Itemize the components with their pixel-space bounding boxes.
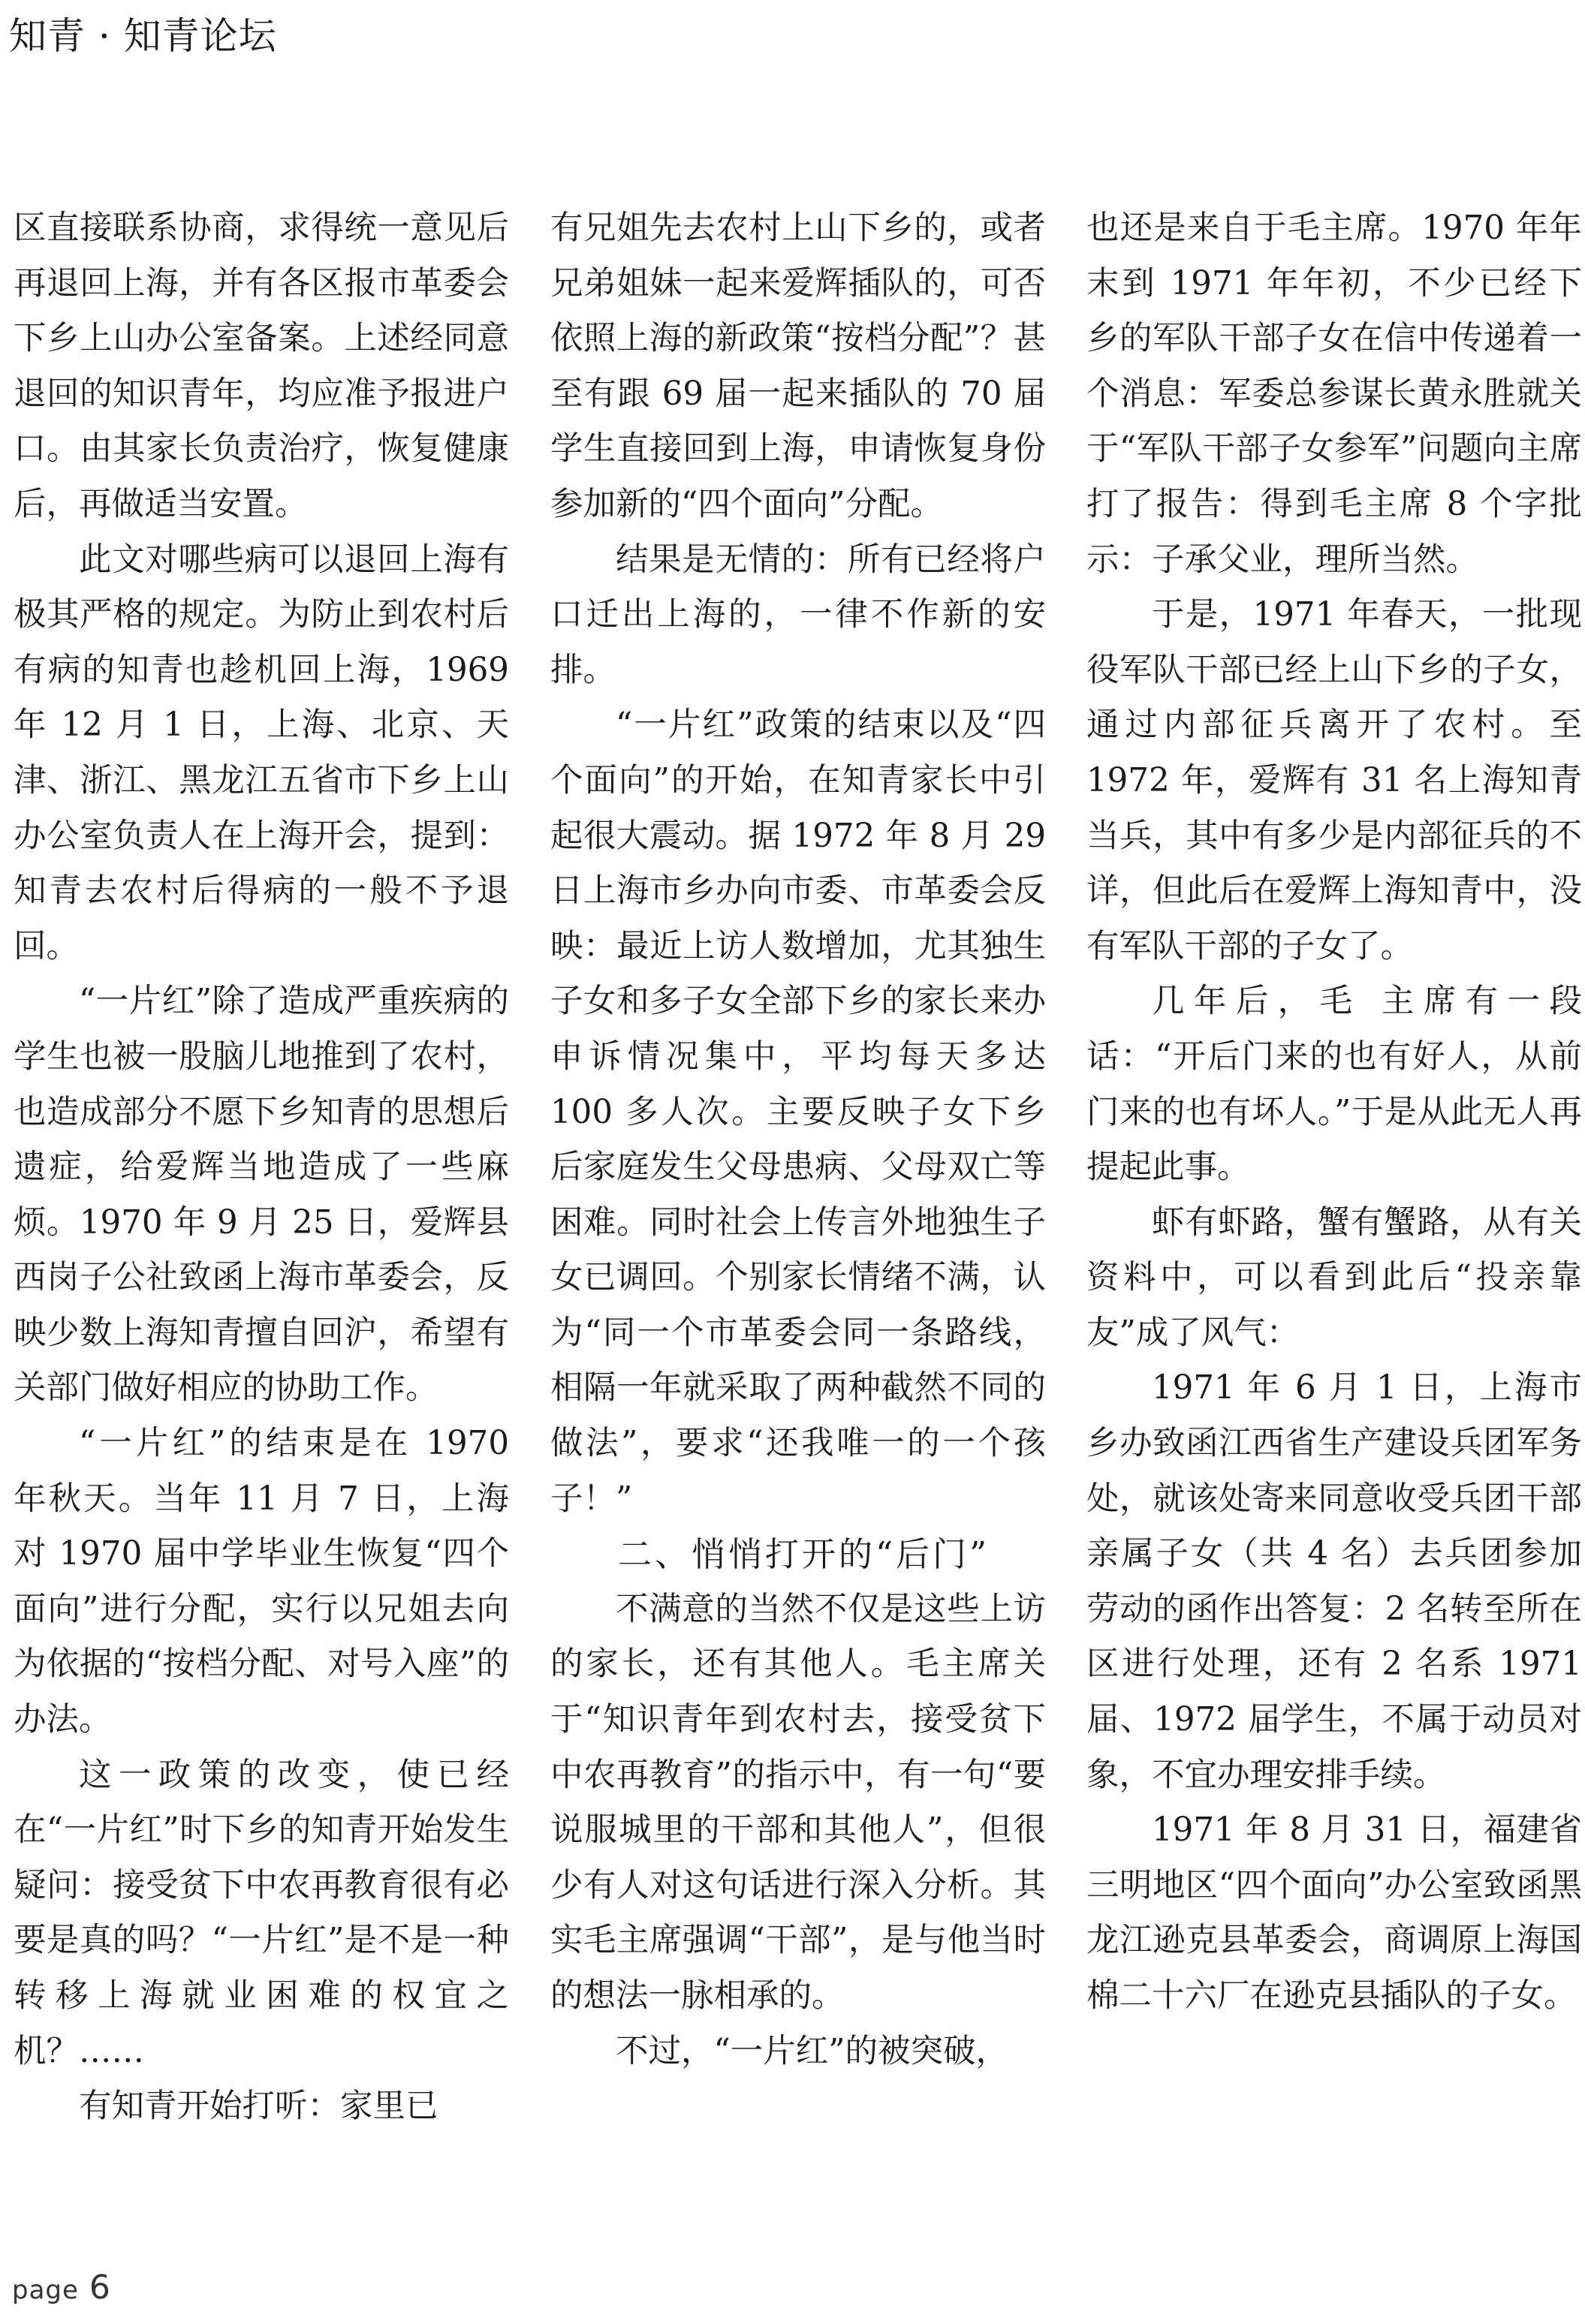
paragraph: 有兄姐先去农村上山下乡的，或者兄弟姐妹一起来爱辉插队的，可否依照上海的新政策“按档分配”？甚至有跟 69 届一起来插队的 70 届学生直接回到上海，申请恢复身份参加新的“四个面向”分配。 (550, 209, 1046, 523)
paragraph: 不过，“一片红”的被突破， (616, 2032, 1008, 2070)
paragraph: 此文对哪些病可以退回上海有极其严格的规定。为防止到农村后有病的知青也趁机回上海，1969 年 12 月 1 日，上海、北京、天津、浙江、黑龙江五省市下乡上山办公室负责人在上海开会，提到：知青去农村后得病的一般不予退回。 (14, 540, 509, 965)
paragraph: 结果是无情的：所有已经将户口迁出上海的，一律不作新的安排。 (550, 540, 1046, 689)
paragraph: “一片红”政策的结束以及“四个面向”的开始，在知青家长中引起很大震动。据 1972 年 8 月 29 日上海市乡办向市委、市革委会反映：最近上访人数增加，尤其独生子女和多子女全部下乡的家长来办申诉情况集中，平均每天多达 100 多人次。主要反映子女下乡后家庭发生父母患病、父母双亡等困难。同时社会上传言外地独生子女已调回。个别家长情绪不满，认为“同一个市革委会同一条路线，相隔一年就采取了两种截然不同的做法”，要求“还我唯一的一个孩子！” (550, 706, 1046, 1518)
paragraph: “一片红”除了造成严重疾病的学生也被一股脑儿地推到了农村，也造成部分不愿下乡知青的思想后遗症，给爱辉当地造成了一些麻烦。1970 年 9 月 25 日，爱辉县西岗子公社致函上海市革委会，反映少数上海知青擅自回沪，希望有关部门做好相应的协助工作。 (14, 983, 509, 1407)
paragraph: 有知青开始打听：家里已 (79, 2088, 438, 2126)
section-header: 知青 · 知青论坛 (9, 14, 277, 58)
paragraph: 虾有虾路，蟹有蟹路，从有关资料中，可以看到此后“投亲靠友”成了风气： (1086, 1203, 1582, 1352)
page-number: 6 (89, 2268, 110, 2307)
page-label: page (12, 2275, 79, 2305)
paragraph: 这一政策的改变，使已经在“一片红”时下乡的知青开始发生疑问：接受贫下中农再教育很有必要是真的吗？“一片红”是不是一种转移上海就业困难的权宜之机？…… (14, 1756, 509, 2070)
page-footer (12, 2268, 110, 2307)
paragraph: 1971 年 6 月 1 日，上海市乡办致函江西省生产建设兵团军务处，就该处寄来同意收受兵团干部亲属子女（共 4 名）去兵团参加劳动的函作出答复：2 名转至所在区进行处理，还有 2 名系 1971 届、1972 届学生，不属于动员对象，不宜办理安排手续。 (1086, 1369, 1582, 1794)
section-heading: 二、悄悄打开的“后门” (618, 1534, 990, 1575)
paragraph: 1971 年 8 月 31 日，福建省三明地区“四个面向”办公室致函黑龙江逊克县革委会，商调原上海国棉二十六厂在逊克县插队的子女。 (1086, 1811, 1582, 2015)
paragraph: 几年后，毛 主席有一段话：“开后门来的也有好人，从前门来的也有坏人。”于是从此无人再提起此事。 (1086, 983, 1582, 1187)
paragraph: 区直接联系协商，求得统一意见后再退回上海，并有各区报市革委会下乡上山办公室备案。上述经同意退回的知识青年，均应准予报进户口。由其家长负责治疗，恢复健康后，再做适当安置。 (14, 209, 509, 523)
paragraph: 不满意的当然不仅是这些上访的家长，还有其他人。毛主席关于“知识青年到农村去，接受贫下中农再教育”的指示中，有一句“要说服城里的干部和其他人”，但很少有人对这句话进行深入分析。其实毛主席强调“干部”，是与他当时的想法一脉相承的。 (550, 1590, 1046, 2015)
text-column-2 (550, 201, 1046, 2079)
paragraph: “一片红”的结束是在 1970 年秋天。当年 11 月 7 日，上海对 1970 届中学毕业生恢复“四个面向”进行分配，实行以兄姐去向为依据的“按档分配、对号入座”的办法。 (14, 1425, 509, 1739)
paragraph: 于是，1971 年春天，一批现役军队干部已经上山下乡的子女，通过内部征兵离开了农村。至 1972 年，爱辉有 31 名上海知青当兵，其中有多少是内部征兵的不详，但此后在爱辉上海知青中，没有军队干部的子女了。 (1086, 596, 1582, 965)
paragraph: 也还是来自于毛主席。1970 年年末到 1971 年年初，不少已经下乡的军队干部子女在信中传递着一个消息：军委总参谋长黄永胜就关于“军队干部子女参军”问题向主席打了报告：得到毛主席 8 个字批示：子承父业，理所当然。 (1086, 209, 1582, 579)
text-column-3 (1086, 201, 1582, 2024)
text-column-1 (14, 201, 509, 2135)
